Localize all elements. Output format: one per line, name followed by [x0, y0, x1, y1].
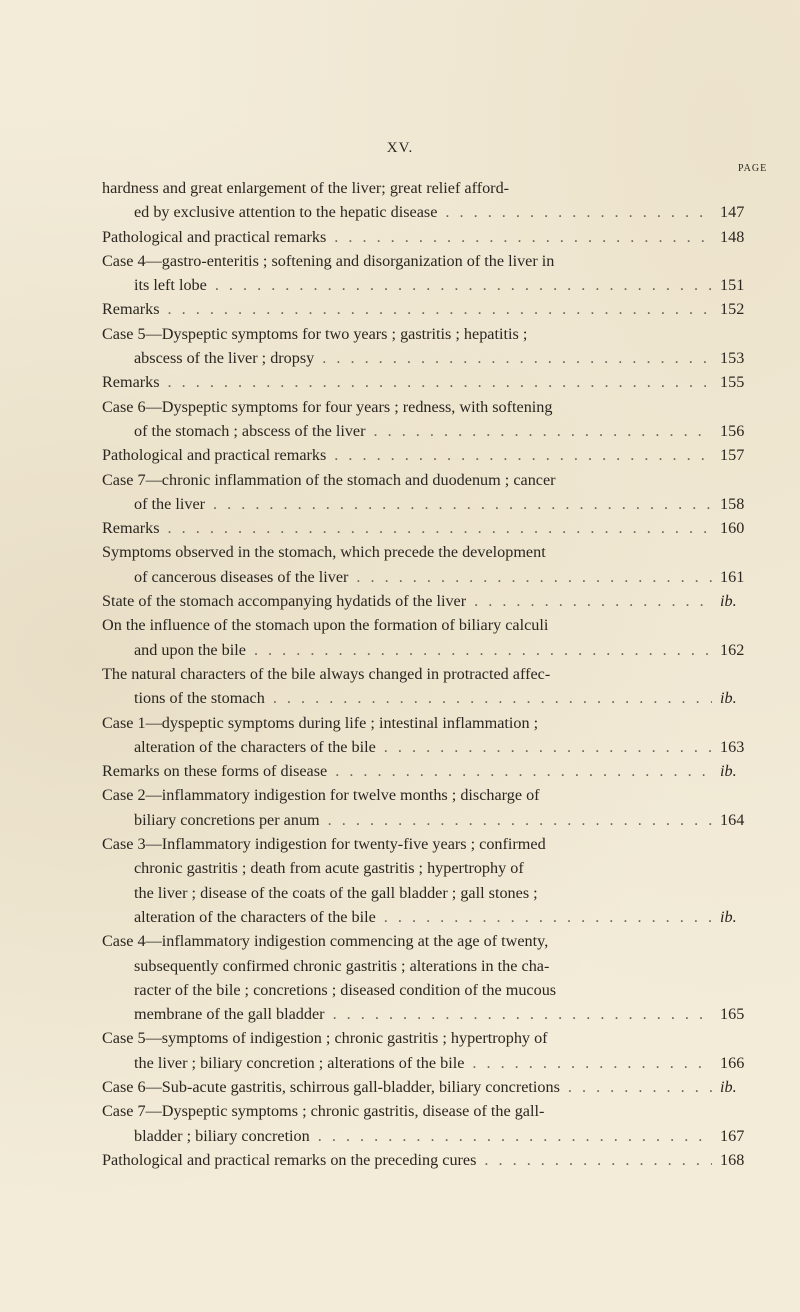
toc-entry-text: alteration of the characters of the bile — [134, 907, 376, 926]
toc-entry-text: ed by exclusive attention to the hepatic disease — [134, 203, 438, 222]
toc-entry-text: Remarks — [102, 300, 160, 319]
toc-entry-line: racter of the bile ; concretions ; diseased condition of the mucous — [134, 980, 557, 999]
dot-leader — [265, 686, 712, 710]
toc-entry-line — [102, 1051, 712, 1075]
dot-leader — [160, 297, 712, 321]
dot-leader — [466, 589, 712, 613]
toc-entry-text: of the liver — [134, 494, 206, 513]
toc-entry — [102, 249, 745, 298]
dot-leader — [246, 638, 712, 662]
toc-entry-line — [102, 686, 712, 710]
toc-entry-line: Case 2—inflammatory indigestion for twelve months ; discharge of — [102, 786, 540, 805]
toc-entry-line — [102, 346, 712, 370]
toc-entry — [102, 297, 745, 321]
toc-entry-line: On the influence of the stomach upon the formation of biliary calculi — [102, 616, 549, 635]
dot-leader — [314, 346, 712, 370]
toc-page-number: 148 — [720, 227, 745, 246]
toc-entry — [102, 176, 745, 225]
toc-entry-text: State of the stomach accompanying hydatids of the liver — [102, 592, 467, 611]
toc-entry-line — [102, 443, 712, 467]
toc-entry — [102, 662, 737, 711]
dot-leader — [560, 1075, 712, 1099]
toc-entry — [102, 711, 745, 760]
toc-entry-line: Case 5—Dyspeptic symptoms for two years ; gastritis ; hepatitis ; — [102, 324, 528, 343]
toc-entry-line — [102, 200, 712, 224]
toc-entry — [102, 225, 745, 249]
dot-leader — [160, 370, 712, 394]
dot-leader — [476, 1148, 712, 1172]
toc-page-number: 157 — [720, 446, 745, 465]
dot-leader — [326, 443, 712, 467]
dot-leader — [325, 1002, 712, 1026]
dot-leader — [320, 808, 712, 832]
toc-page-number: 166 — [720, 1053, 745, 1072]
dot-leader — [207, 273, 712, 297]
toc-page-number: 161 — [720, 567, 745, 586]
toc-entry-text: of cancerous diseases of the liver — [134, 567, 349, 586]
toc-page-number: 147 — [720, 203, 745, 222]
toc-entry-text: Remarks on these forms of disease — [102, 762, 328, 781]
toc-entry-line — [102, 1148, 712, 1172]
toc-entry-text: and upon the bile — [134, 640, 246, 659]
toc-page-number: 153 — [720, 349, 745, 368]
toc-entry-line: subsequently confirmed chronic gastritis ; alterations in the cha- — [134, 956, 550, 975]
toc-entry — [102, 759, 737, 783]
toc-page-number: 163 — [720, 737, 745, 756]
toc-entry — [102, 322, 745, 371]
toc-entry-text: its left lobe — [134, 276, 207, 295]
toc-entry-line: Case 7—Dyspeptic symptoms ; chronic gastritis, disease of the gall- — [102, 1102, 545, 1121]
toc-entry-text: biliary concretions per anum — [134, 810, 320, 829]
toc-entry-text: alteration of the characters of the bile — [134, 737, 376, 756]
dot-leader — [348, 565, 712, 589]
toc-entry-text: Remarks — [102, 373, 160, 392]
toc-entry-line — [102, 1002, 712, 1026]
toc-entry-line: the liver ; disease of the coats of the gall bladder ; gall stones ; — [134, 883, 538, 902]
toc-entry-line: Case 6—Dyspeptic symptoms for four years ; redness, with softening — [102, 397, 553, 416]
toc-page-number: 168 — [720, 1150, 745, 1169]
toc-entry — [102, 929, 745, 1026]
toc-page-number: 167 — [720, 1126, 745, 1145]
toc-entry-line — [102, 492, 712, 516]
toc-entry-line — [102, 1124, 712, 1148]
toc-page-number: ib. — [720, 1077, 737, 1096]
toc-entry-line: Case 3—Inflammatory indigestion for twenty-five years ; confirmed — [102, 835, 546, 854]
toc-entry-text: bladder ; biliary concretion — [134, 1126, 310, 1145]
toc-entry — [102, 1075, 737, 1099]
toc-page-number: 155 — [720, 373, 745, 392]
toc-entry-line — [102, 735, 712, 759]
toc-entry-line: Case 1—dyspeptic symptoms during life ; intestinal inflammation ; — [102, 713, 539, 732]
dot-leader — [205, 492, 712, 516]
toc-page-number: ib. — [720, 592, 737, 611]
toc-entry-line — [102, 759, 712, 783]
dot-leader — [437, 200, 712, 224]
toc-entry — [102, 443, 745, 467]
toc-entry-line — [102, 297, 712, 321]
toc-entry — [102, 783, 745, 832]
table-of-contents — [102, 176, 745, 1172]
toc-entry-line — [102, 565, 712, 589]
toc-entry-text: abscess of the liver ; dropsy — [134, 349, 315, 368]
toc-entry — [102, 468, 745, 517]
dot-leader — [366, 419, 712, 443]
toc-entry-line: Case 4—gastro-enteritis ; softening and disorganization of the liver in — [102, 251, 555, 270]
toc-entry-text: Remarks — [102, 519, 160, 538]
toc-entry-text: Pathological and practical remarks — [102, 227, 327, 246]
toc-page-number: ib. — [720, 907, 737, 926]
toc-entry-text: the liver ; biliary concretion ; alterations of the bile — [134, 1053, 465, 1072]
toc-entry-line — [102, 516, 712, 540]
toc-entry-line: Case 5—symptoms of indigestion ; chronic gastritis ; hypertrophy of — [102, 1029, 548, 1048]
toc-page-number: 158 — [720, 494, 745, 513]
toc-entry — [102, 1148, 745, 1172]
dot-leader — [376, 905, 712, 929]
dot-leader — [326, 225, 712, 249]
toc-entry-text: Case 6—Sub-acute gastritis, schirrous gall-bladder, biliary concretions — [102, 1077, 560, 1096]
toc-entry-line: Case 4—inflammatory indigestion commencing at the age of twenty, — [102, 932, 549, 951]
toc-page-number: 162 — [720, 640, 745, 659]
toc-entry-line — [102, 905, 712, 929]
toc-entry-line — [102, 419, 712, 443]
toc-entry — [102, 589, 737, 613]
toc-entry-text: tions of the stomach — [134, 689, 265, 708]
toc-entry — [102, 832, 737, 929]
page-folio: XV. — [386, 140, 414, 156]
toc-entry-line: hardness and great enlargement of the liver; great relief afford- — [102, 179, 510, 197]
toc-page-number: 151 — [720, 276, 745, 295]
toc-entry — [102, 516, 745, 540]
toc-page-number: 156 — [720, 421, 745, 440]
dot-leader — [310, 1124, 712, 1148]
toc-page-number: ib. — [720, 762, 737, 781]
toc-page-number: 165 — [720, 1005, 745, 1024]
toc-entry — [102, 540, 745, 589]
dot-leader — [327, 759, 712, 783]
toc-page-number: 152 — [720, 300, 745, 319]
toc-entry-text: Pathological and practical remarks on the preceding cures — [102, 1150, 477, 1169]
toc-entry-line: The natural characters of the bile always changed in protracted affec- — [102, 664, 551, 683]
toc-entry-line: Symptoms observed in the stomach, which precede the development — [102, 543, 546, 562]
toc-entry-line — [102, 1075, 712, 1099]
toc-entry — [102, 395, 745, 444]
toc-entry-text: membrane of the gall bladder — [134, 1005, 325, 1024]
toc-entry-line: Case 7—chronic inflammation of the stomach and duodenum ; cancer — [102, 470, 556, 489]
toc-entry-text: of the stomach ; abscess of the liver — [134, 421, 366, 440]
toc-entry — [102, 1026, 745, 1075]
toc-entry-line — [102, 273, 712, 297]
toc-page-number: 164 — [720, 810, 745, 829]
dot-leader — [160, 516, 712, 540]
toc-entry — [102, 370, 745, 394]
toc-entry-line — [102, 808, 712, 832]
dot-leader — [376, 735, 712, 759]
toc-entry-line — [102, 638, 712, 662]
toc-entry-line — [102, 225, 712, 249]
toc-entry-line — [102, 589, 712, 613]
page-column-label: PAGE — [738, 163, 768, 174]
toc-page-number: ib. — [720, 689, 737, 708]
toc-entry-line: chronic gastritis ; death from acute gastritis ; hypertrophy of — [134, 859, 524, 878]
toc-entry — [102, 613, 745, 662]
toc-page-number: 160 — [720, 519, 745, 538]
dot-leader — [464, 1051, 712, 1075]
toc-entry-text: Pathological and practical remarks — [102, 446, 327, 465]
toc-entry-line — [102, 370, 712, 394]
toc-entry — [102, 1099, 745, 1148]
